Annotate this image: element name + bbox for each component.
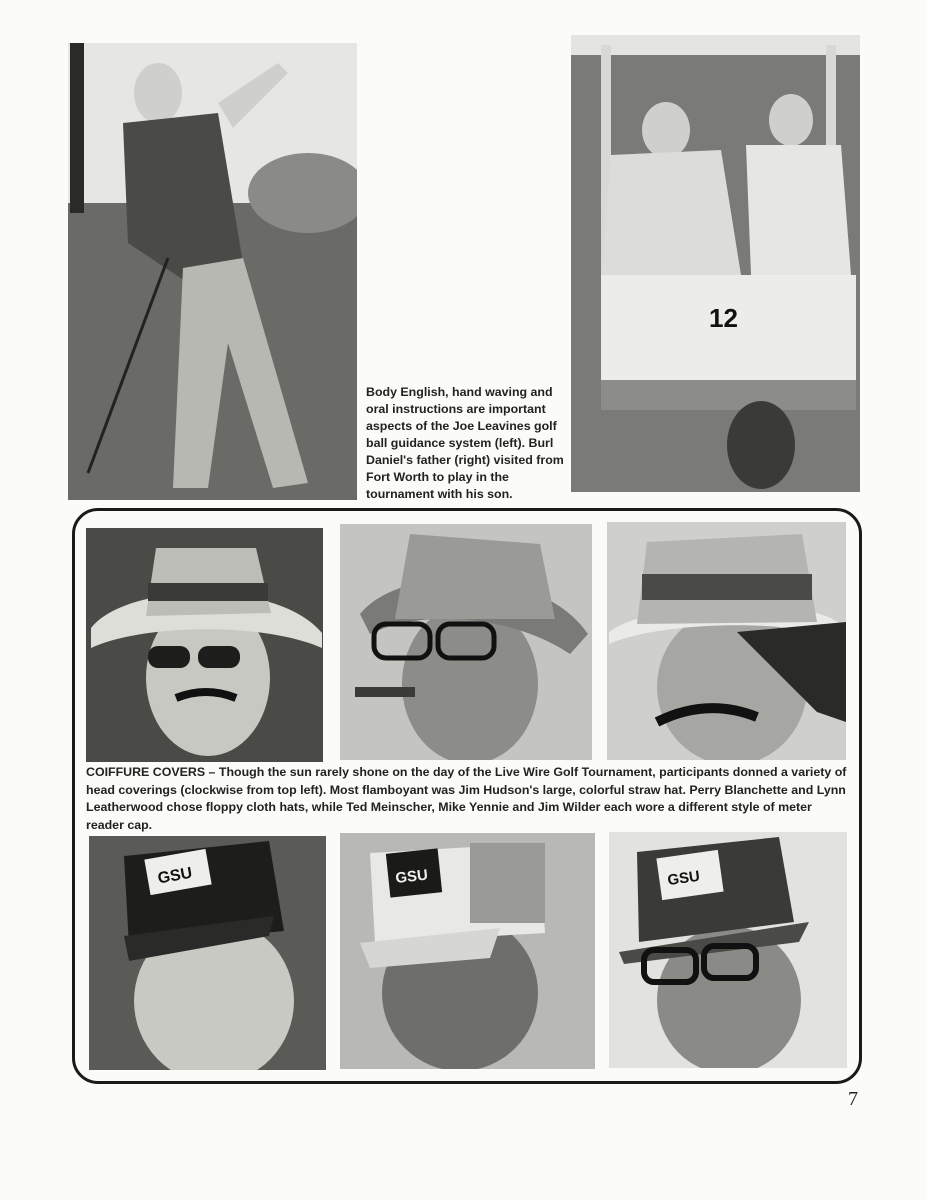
golf-cart-photo <box>571 35 860 492</box>
portrait-gsu-cap-glasses <box>609 832 847 1068</box>
golfer-waving-photo <box>68 43 357 500</box>
gsu-cap-logo: GSU <box>156 864 194 888</box>
top-photos-caption: Body English, hand waving and oral instructions are important aspects of the Joe Leavines golf ball guidance system (left). Burl Daniel's father (right) visited from Fort Worth to play in the tournament with his son. <box>366 385 564 501</box>
portraits-caption: COIFFURE COVERS – Though the sun rarely shone on the day of the Live Wire Golf Tournament, participants donned a variety of head coverings (clockwise from top left). Most flamboyant was Jim Hudson's large, colorful straw hat. Perry Blanchette and Lynn Leatherwood chose floppy cloth hats, while Ted Meinscher, Mike Yennie and Jim Wilder each wore a different style of meter reader cap. <box>86 765 847 832</box>
cart-number-label: 12 <box>709 303 738 333</box>
gsu-cap-logo: GSU <box>666 867 701 890</box>
portrait-straw-hat <box>86 528 323 762</box>
portrait-plaid-hat <box>607 522 846 760</box>
portrait-gsu-cap-dark <box>89 836 326 1070</box>
gsu-cap-logo: GSU <box>394 866 429 887</box>
page-number: 7 <box>848 1088 858 1110</box>
portrait-gsu-cap-mesh <box>340 833 595 1069</box>
portrait-bucket-hat-cigar <box>340 524 592 760</box>
